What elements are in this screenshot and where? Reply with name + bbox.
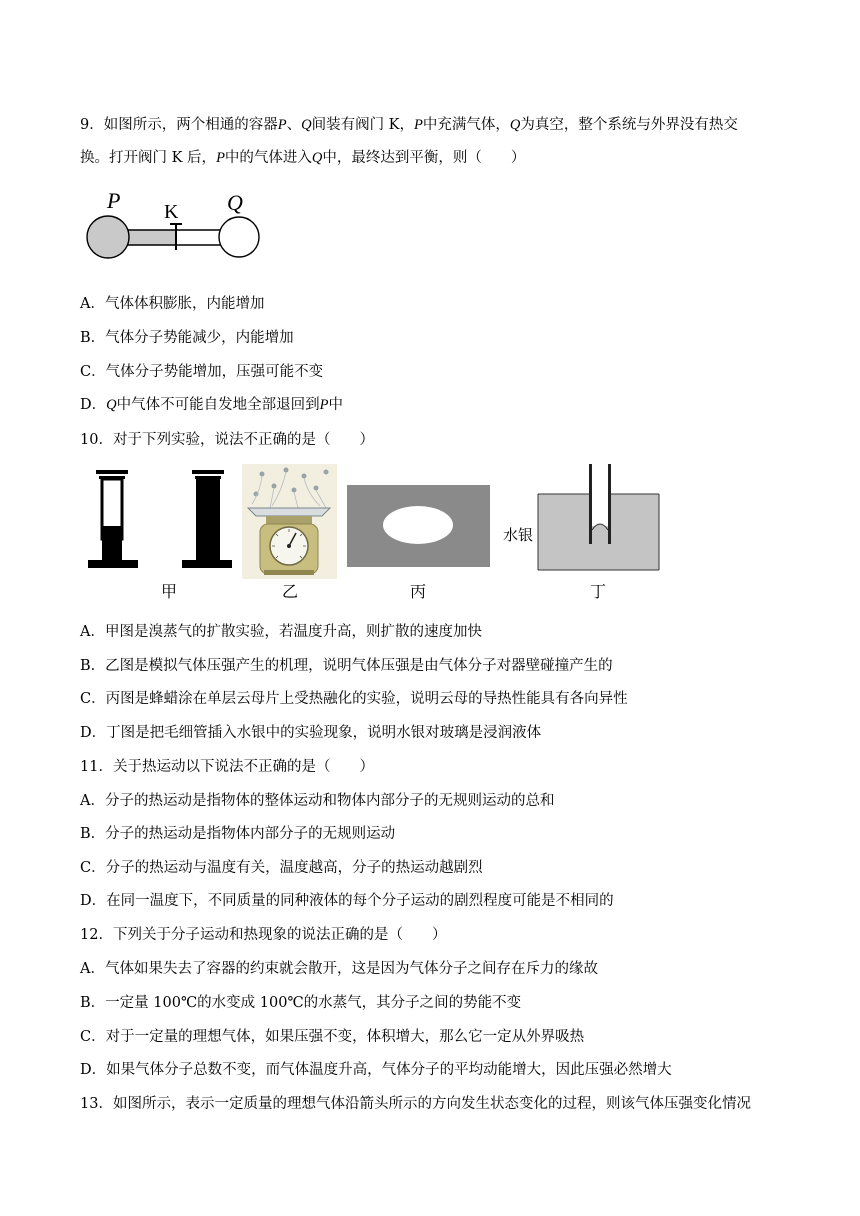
- caption-ding: 丁: [590, 582, 607, 601]
- q10-option-d: D．丁图是把毛细管插入水银中的实验现象，说明水银对玻璃是浸润液体: [80, 725, 542, 741]
- q10-stem: 10．对于下列实验，说法不正确的是（ ）: [80, 432, 374, 448]
- q9-option-b: B．气体分子势能减少，内能增加: [80, 330, 294, 346]
- q12-option-b: B．一定量 100℃的水变成 100℃的水蒸气，其分子之间的势能不变: [80, 995, 522, 1011]
- q10-figure-yi: [242, 464, 337, 579]
- q9-gas-tube: [124, 230, 176, 245]
- q11-option-d: D．在同一温度下，不同质量的同种液体的每个分子运动的剧烈程度可能是不相同的: [80, 893, 614, 909]
- q10-figure-jia: [84, 466, 244, 576]
- q9-stem-line1: 9．如图所示，两个相通的容器P、Q间装有阀门 K，P中充满气体，Q为真空，整个系统与外界没有热交: [80, 117, 738, 133]
- q9-stem-line2: 换。打开阀门 K 后，P中的气体进入Q中，最终达到平衡，则（ ）: [80, 150, 526, 166]
- q10-option-a: A．甲图是溴蒸气的扩散实验，若温度升高，则扩散的速度加快: [80, 624, 482, 640]
- caption-jia: 甲: [161, 582, 178, 601]
- label-mercury: 水银: [503, 526, 534, 544]
- label-p: P: [107, 190, 121, 213]
- q13-stem: 13．如图所示，表示一定质量的理想气体沿箭头所示的方向发生状态变化的过程，则该气体压强变化情况: [80, 1096, 751, 1112]
- label-q: Q: [227, 190, 243, 215]
- caption-bing: 丙: [410, 582, 427, 601]
- q12-option-d: D．如果气体分子总数不变，而气体温度升高，气体分子的平均动能增大，因此压强必然增大: [80, 1062, 672, 1078]
- q12-option-c: C．对于一定量的理想气体，如果压强不变，体积增大，那么它一定从外界吸热: [80, 1029, 585, 1045]
- label-k: K: [164, 201, 179, 223]
- q12-stem: 12．下列关于分子运动和热现象的说法正确的是（ ）: [80, 927, 447, 943]
- q9-option-a: A．气体体积膨胀，内能增加: [80, 296, 265, 312]
- caption-yi: 乙: [282, 582, 299, 601]
- q10-option-b: B．乙图是模拟气体压强产生的机理，说明气体压强是由气体分子对器壁碰撞产生的: [80, 658, 613, 674]
- q9-option-c: C．气体分子势能增加，压强可能不变: [80, 364, 324, 380]
- q9-option-d: D．Q中气体不可能自发地全部退回到P中: [80, 397, 343, 413]
- q10-figure-bing: [347, 485, 490, 567]
- q9-vessel-figure: [84, 190, 274, 270]
- q11-option-c: C．分子的热运动与温度有关，温度越高，分子的热运动越剧烈: [80, 860, 483, 876]
- q9-vacuum-tube: [176, 230, 224, 245]
- q10-option-c: C．丙图是蜂蜡涂在单层云母片上受热融化的实验，说明云母的导热性能具有各向异性: [80, 691, 628, 707]
- container-p: [87, 216, 129, 258]
- q11-stem: 11．关于热运动以下说法不正确的是（ ）: [80, 759, 374, 775]
- q12-option-a: A．气体如果失去了容器的约束就会散开，这是因为气体分子之间存在斥力的缘故: [80, 961, 598, 977]
- container-q: [219, 217, 259, 257]
- q11-option-a: A．分子的热运动是指物体的整体运动和物体内部分子的无规则运动的总和: [80, 793, 555, 809]
- q11-option-b: B．分子的热运动是指物体内部分子的无规则运动: [80, 826, 396, 842]
- q10-figure-ding: [536, 464, 661, 572]
